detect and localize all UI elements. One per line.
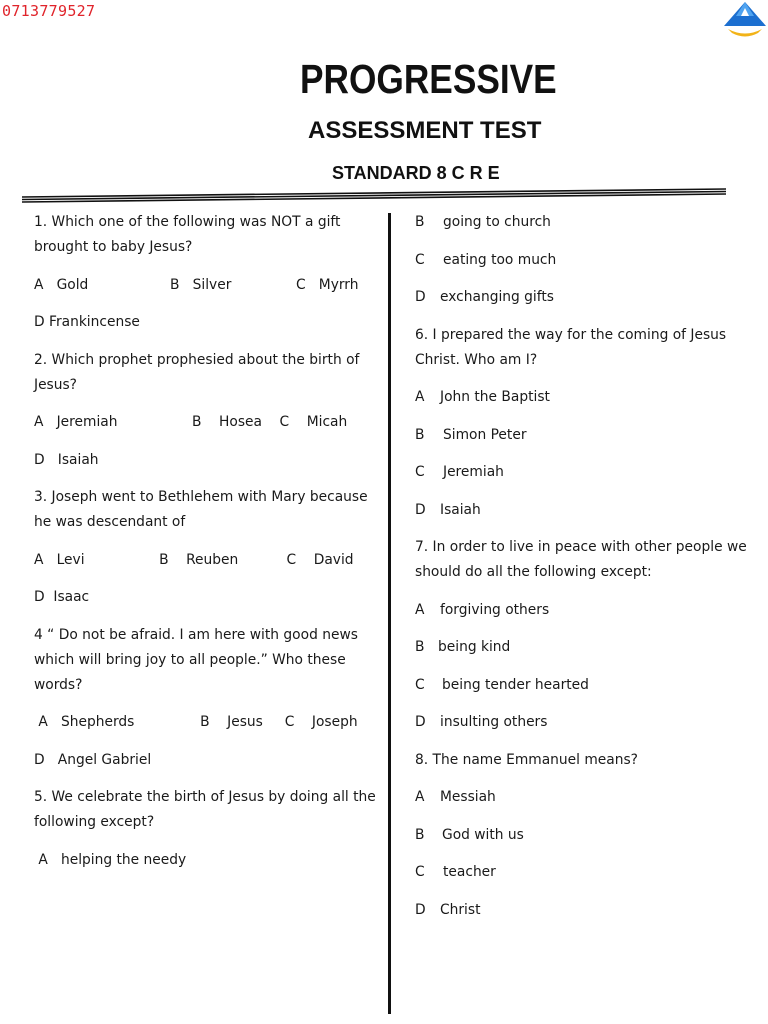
q5-option-d[interactable]: D exchanging gifts [415,289,554,305]
question-1-options-abc [34,273,379,298]
q7-option-d[interactable]: D insulting others [415,714,548,730]
page-title: PROGRESSIVE [300,56,557,102]
q5-option-c[interactable]: C eating too much [415,251,557,268]
question-4: 4 “ Do not be afraid. I am here with good news which will bring joy to all people.” Who these words? [34,626,358,693]
q6-option-b[interactable]: B Simon Peter [415,426,527,443]
question-7: 7. In order to live in peace with other people we should do all the following except: [415,539,747,580]
q1-option-c[interactable]: C Myrrh [296,276,359,293]
q7-option-a[interactable]: A forgiving others [415,601,550,618]
q6-option-a[interactable]: A John the Baptist [415,389,550,405]
right-column [415,210,755,935]
q2-option-d[interactable]: D Isaiah [34,451,99,468]
q8-option-d[interactable]: D Christ [415,901,481,918]
question-3: 3. Joseph went to Bethlehem with Mary because he was descendant of [34,489,368,530]
question-6: 6. I prepared the way for the coming of Jesus Christ. Who am I? [415,326,727,368]
q8-option-b[interactable]: B God with us [415,826,524,843]
q1-option-b[interactable]: B Silver [170,276,232,293]
q6-option-c[interactable]: C Jeremiah [415,464,504,480]
question-5: 5. We celebrate the birth of Jesus by doing all the following except? [34,789,376,830]
left-column [34,210,379,885]
standard-label: STANDARD 8 C R E [332,163,500,183]
q5-option-b[interactable]: B going to church [415,214,551,230]
page-subtitle: ASSESSMENT TEST [308,117,542,144]
q2-options-abc[interactable]: A Jeremiah B Hosea C Micah [34,414,348,430]
q4-options-abc[interactable]: A Shepherds B Jesus C Joseph [34,714,358,730]
q1-option-a[interactable]: A Gold [34,276,89,293]
question-2: 2. Which prophet prophesied about the birth of Jesus? [34,351,360,393]
q7-option-b[interactable]: B being kind [415,639,511,655]
q4-option-d[interactable]: D Angel Gabriel [34,751,152,768]
question-1: 1. Which one of the following was NOT a gift brought to baby Jesus? [34,214,341,255]
q6-option-d[interactable]: D Isaiah [415,501,481,518]
q8-option-c[interactable]: C teacher [415,864,496,880]
column-divider [388,213,391,1014]
q7-option-c[interactable]: C being tender hearted [415,676,589,693]
q3-options-abc[interactable]: A Levi B Reuben C David [34,551,354,568]
question-8: 8. The name Emmanuel means? [415,751,638,768]
q5-option-a[interactable]: A helping the needy [34,851,187,868]
q3-option-d[interactable]: D Isaac [34,589,90,605]
q8-option-a[interactable]: A Messiah [415,789,496,805]
header-divider [0,186,768,206]
q1-option-d[interactable]: D Frankincense [34,314,140,330]
phone-number: 0713779527 [2,2,96,20]
pyramid-logo-icon [722,0,768,40]
